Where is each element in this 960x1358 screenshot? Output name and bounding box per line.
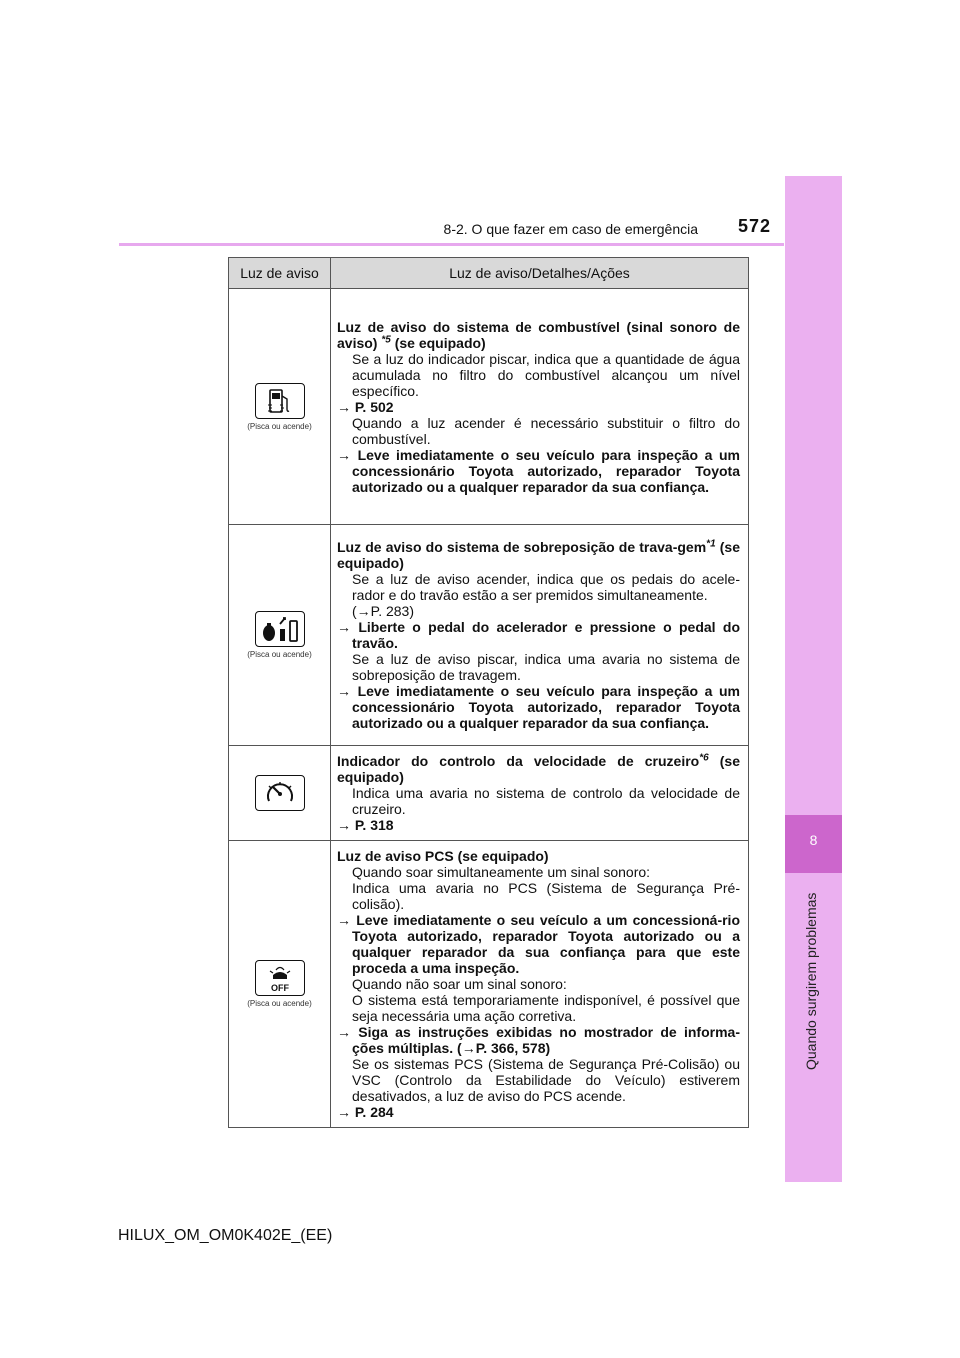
table-header-row [229,258,749,289]
detail-text: Quando soar simultaneamente um sinal sonoro: [352,864,651,880]
action-text: → Liberte o pedal do acelerador e pressione o pedal do travão. [337,619,740,651]
action-text: → Leve imediatamente o seu veículo para inspeção a um concessionário Toyota autorizado, reparador Toyota autorizado ou a qualquer reparador da sua confiança. [337,446,740,495]
cruise-control-indicator-icon [255,775,305,811]
chapter-title: Quando surgirem problemas [803,892,819,1070]
icon-cell [229,289,331,525]
table-row [229,525,749,746]
details-cell [331,841,749,1128]
detail-text: Quando não soar um sinal sonoro: [352,976,567,992]
warning-lights-table [228,257,749,1128]
detail-text: Se os sistemas PCS (Sistema de Segurança Pré-Colisão) ou VSC (Controlo da Estabilidade do Veículo) estiverem desativados, a luz de aviso do PCS acende. [352,1056,740,1104]
row-title [337,539,740,571]
document-code: HILUX_OM_OM0K402E_(EE) [118,1227,333,1244]
details-cell [331,746,749,841]
action-text: → Siga as instruções exibidas no mostrador de informa-ções múltiplas. (→P. 366, 578) [337,1024,740,1056]
section-title: 8-2. O que fazer em caso de emergência [443,221,698,237]
row-title [337,753,740,785]
pcs-off-warning-icon [255,960,305,996]
table-row [229,746,749,841]
detail-text: Indica uma avaria no sistema de controlo da velocidade de cruzeiro. [352,785,740,817]
detail-text: Se a luz do indicador piscar, indica que a quantidade de água acumulada no filtro do combustível alcançou um nível específico. [352,350,740,399]
details-cell [331,525,749,746]
row-title-text: Indicador do controlo da velocidade de cruzeiro [337,753,700,769]
page-reference: → P. 502 [337,398,394,415]
col-header-light: Luz de aviso [229,258,331,289]
chapter-number-box [785,815,842,873]
brake-override-warning-icon [255,611,305,647]
table-row [229,841,749,1128]
detail-text: Se a luz de aviso acender, indica que os pedais do acele-rador e do travão estão a ser premidos simultaneamente. [352,571,740,603]
detail-text: Indica uma avaria no PCS (Sistema de Segurança Pré-colisão). [352,880,740,912]
detail-text: O sistema está temporariamente indisponível, é possível que seja necessária uma ação corretiva. [352,992,740,1024]
header-divider [119,243,784,246]
page-reference: → P. 284 [337,1104,394,1120]
action-text: → Leve imediatamente o seu veículo a um concessioná-rio Toyota autorizado, reparador Toyota autorizado ou a qualquer reparador da sua confiança para que este proceda a uma inspeção. [337,912,740,976]
details-cell [331,289,749,525]
col-header-details: Luz de aviso/Detalhes/Ações [331,258,749,289]
row-title-suffix: (se equipado) [337,539,740,571]
chapter-number: 8 [809,832,818,848]
table-row [229,289,749,525]
row-title: Luz de aviso PCS (se equipado) [337,848,549,864]
page-number: 572 [738,216,772,236]
detail-text: Se a luz de aviso piscar, indica uma avaria no sistema de sobreposição de travagem. [352,651,740,683]
action-text: → Leve imediatamente o seu veículo para inspeção a um concessionário Toyota autorizado, reparador Toyota autorizado ou a qualquer reparador da sua confiança. [337,683,740,731]
icon-note: (Pisca ou acende) [247,999,312,1008]
row-title-text: Luz de aviso do sistema de combustível (sinal sonoro de aviso) [337,318,740,351]
icon-note: (Pisca ou acende) [247,421,312,431]
footnote-marker: *6 [699,752,709,764]
icon-cell [229,525,331,746]
row-title [337,319,740,351]
row-title-suffix: (se equipado) [390,334,486,351]
page-reference: (→P. 283) [352,603,414,619]
icon-cell [229,841,331,1128]
pcs-off-label: OFF [270,983,289,993]
icon-cell [229,746,331,841]
icon-note: (Pisca ou acende) [247,650,312,659]
footnote-marker: *5 [381,333,391,345]
detail-text: Quando a luz acender é necessário substituir o filtro do combustível. [352,414,740,447]
page-reference: → P. 318 [337,817,394,833]
row-title-suffix: (se equipado) [337,753,741,785]
row-title-text: Luz de aviso do sistema de sobreposição de trava-gem [337,539,707,555]
fuel-filter-warning-icon [255,383,305,419]
footnote-marker: *1 [706,538,716,550]
